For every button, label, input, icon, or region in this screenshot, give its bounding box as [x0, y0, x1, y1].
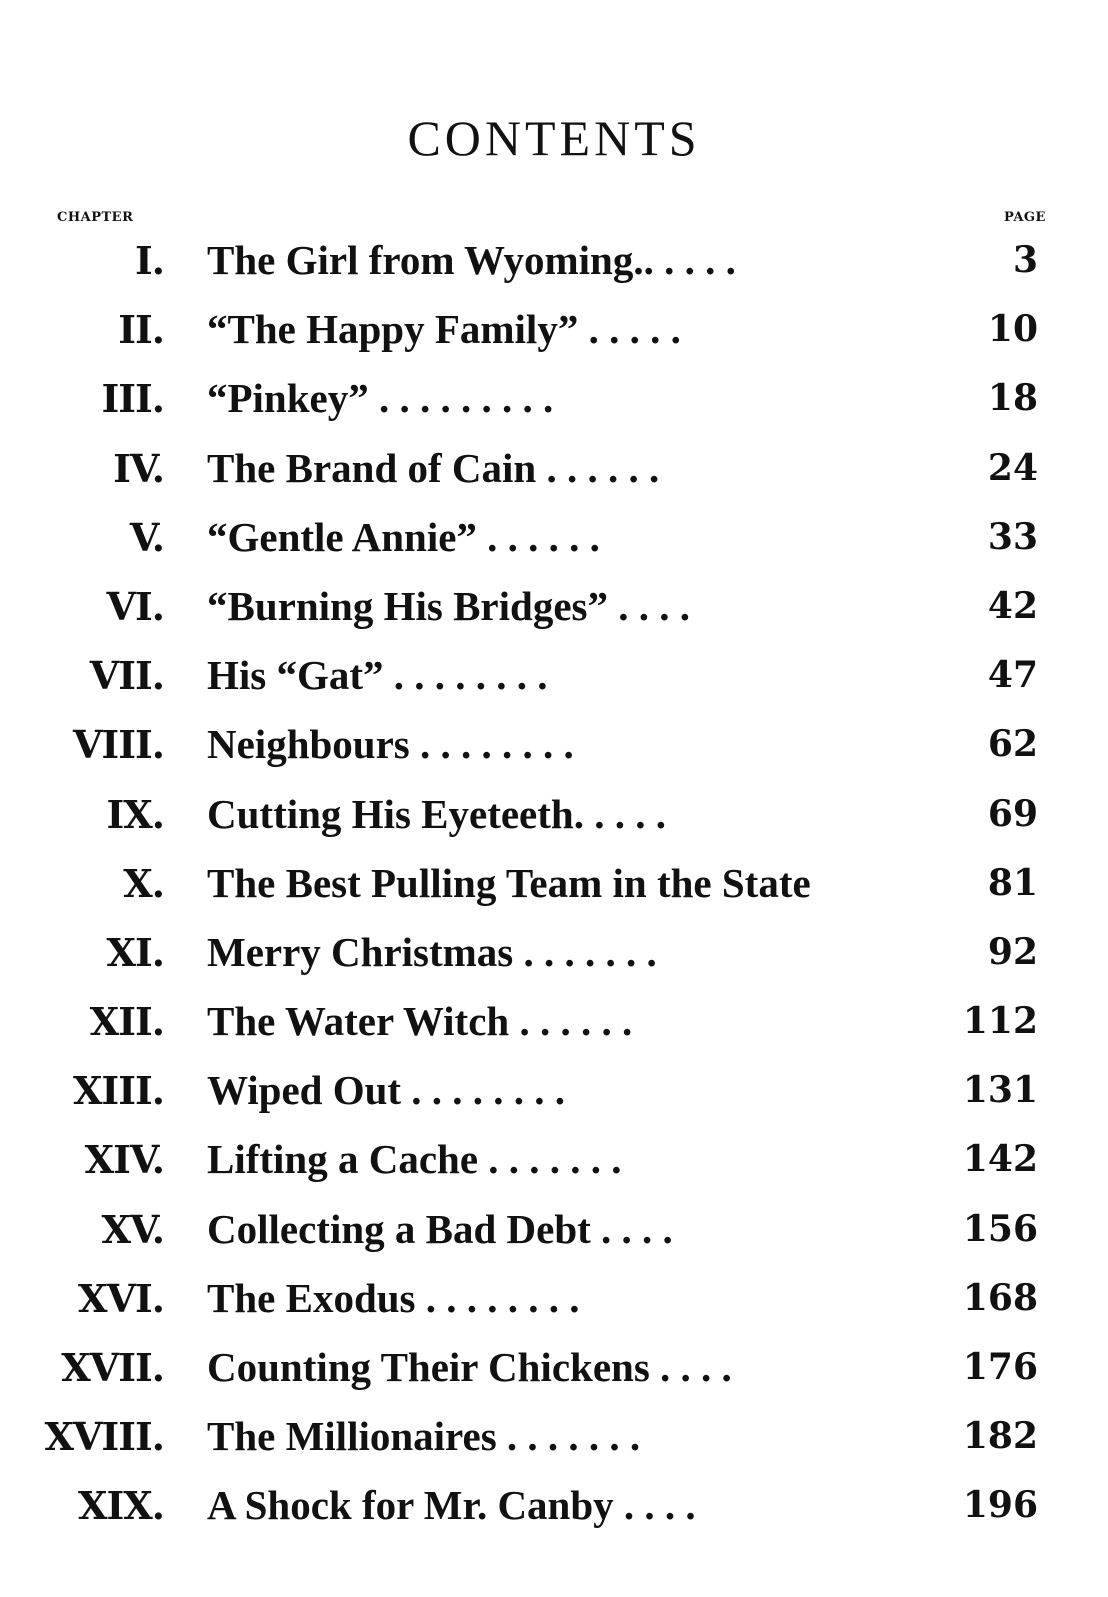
page-number: 42	[987, 584, 1038, 627]
page-number: 176	[962, 1346, 1038, 1388]
chapter-numeral: VIII.	[72, 722, 164, 768]
page-number: 142	[962, 1138, 1038, 1181]
chapter-numeral: X.	[123, 860, 164, 906]
chapter-title: Lifting a Cache . . . . . . .	[207, 1136, 622, 1183]
toc-entry	[0, 226, 1108, 295]
toc-entry	[0, 1125, 1108, 1194]
page-number: 81	[987, 861, 1038, 904]
chapter-title: Wiped Out . . . . . . . .	[207, 1067, 566, 1114]
chapter-numeral: IX.	[106, 791, 164, 837]
chapter-numeral: XVIII.	[44, 1414, 164, 1460]
chapter-title: The Millionaires . . . . . . .	[207, 1413, 641, 1460]
chapter-numeral: III.	[101, 376, 164, 422]
chapter-title: Neighbours . . . . . . . .	[207, 721, 574, 768]
chapter-numeral: V.	[129, 514, 164, 560]
page-number: 156	[962, 1207, 1038, 1250]
chapter-title: The Exodus . . . . . . . .	[207, 1274, 580, 1321]
chapter-numeral: XIII.	[72, 1068, 164, 1114]
page-number: 47	[987, 654, 1038, 697]
chapter-numeral: XI.	[106, 929, 164, 975]
toc-entry	[0, 780, 1108, 849]
page-number: 92	[987, 930, 1038, 973]
toc-entry	[0, 710, 1108, 779]
toc-entry	[0, 1402, 1108, 1471]
table-of-contents	[0, 226, 1108, 1541]
toc-entry	[0, 503, 1108, 572]
toc-entry	[0, 641, 1108, 710]
chapter-numeral: XV.	[101, 1206, 164, 1252]
chapter-column-header: CHAPTER	[57, 210, 134, 225]
page-title: CONTENTS	[407, 110, 701, 166]
chapter-numeral: II.	[118, 307, 164, 353]
page-number: 168	[962, 1276, 1038, 1319]
toc-entry	[0, 849, 1108, 918]
toc-entry	[0, 434, 1108, 503]
toc-entry	[0, 918, 1108, 987]
toc-entry	[0, 364, 1108, 433]
chapter-title: Counting Their Chickens . . . .	[207, 1344, 732, 1390]
page-number: 24	[987, 446, 1038, 489]
page-column-header: PAGE	[1004, 210, 1046, 225]
page-number: 18	[987, 377, 1038, 420]
page-number: 69	[987, 792, 1038, 835]
chapter-numeral: VI.	[106, 583, 164, 629]
toc-entry	[0, 1471, 1108, 1540]
chapter-numeral: I.	[134, 238, 164, 283]
chapter-numeral: XIX.	[78, 1483, 164, 1529]
chapter-numeral: XVII.	[61, 1345, 164, 1390]
chapter-title: “The Happy Family” . . . . .	[207, 306, 681, 353]
page-number: 10	[987, 308, 1038, 351]
toc-entry	[0, 1264, 1108, 1333]
toc-entry	[0, 295, 1108, 364]
page-number: 182	[962, 1415, 1038, 1458]
page-number: 62	[987, 723, 1038, 766]
toc-entry	[0, 1056, 1108, 1125]
toc-entry	[0, 1333, 1108, 1402]
chapter-title: “Burning His Bridges” . . . .	[207, 582, 690, 629]
toc-entry	[0, 572, 1108, 641]
chapter-title: The Brand of Cain . . . . . .	[207, 444, 660, 491]
chapter-numeral: XIV.	[84, 1137, 164, 1183]
page-number: 196	[962, 1484, 1038, 1527]
chapter-title: His “Gat” . . . . . . . .	[207, 652, 548, 699]
chapter-title: The Water Witch . . . . . .	[207, 998, 633, 1045]
page-number: 3	[1012, 239, 1038, 281]
chapter-numeral: XVI.	[78, 1275, 164, 1321]
page-number: 112	[962, 1000, 1038, 1043]
chapter-numeral: XII.	[89, 999, 164, 1045]
chapter-title: Cutting His Eyeteeth. . . . .	[207, 790, 666, 837]
toc-entry	[0, 1195, 1108, 1264]
chapter-numeral: IV.	[113, 445, 164, 491]
page-number: 131	[962, 1069, 1038, 1112]
chapter-numeral: VII.	[89, 653, 164, 699]
toc-entry	[0, 987, 1108, 1056]
chapter-title: The Best Pulling Team in the State	[207, 859, 811, 906]
chapter-title: The Girl from Wyoming.. . . . .	[207, 237, 736, 283]
chapter-title: Merry Christmas . . . . . . .	[207, 928, 657, 975]
chapter-title: “Pinkey” . . . . . . . . .	[207, 375, 554, 422]
chapter-title: Collecting a Bad Debt . . . .	[207, 1205, 673, 1252]
page-number: 33	[987, 515, 1038, 558]
chapter-title: A Shock for Mr. Canby . . . .	[207, 1482, 696, 1529]
chapter-title: “Gentle Annie” . . . . . .	[207, 513, 600, 560]
